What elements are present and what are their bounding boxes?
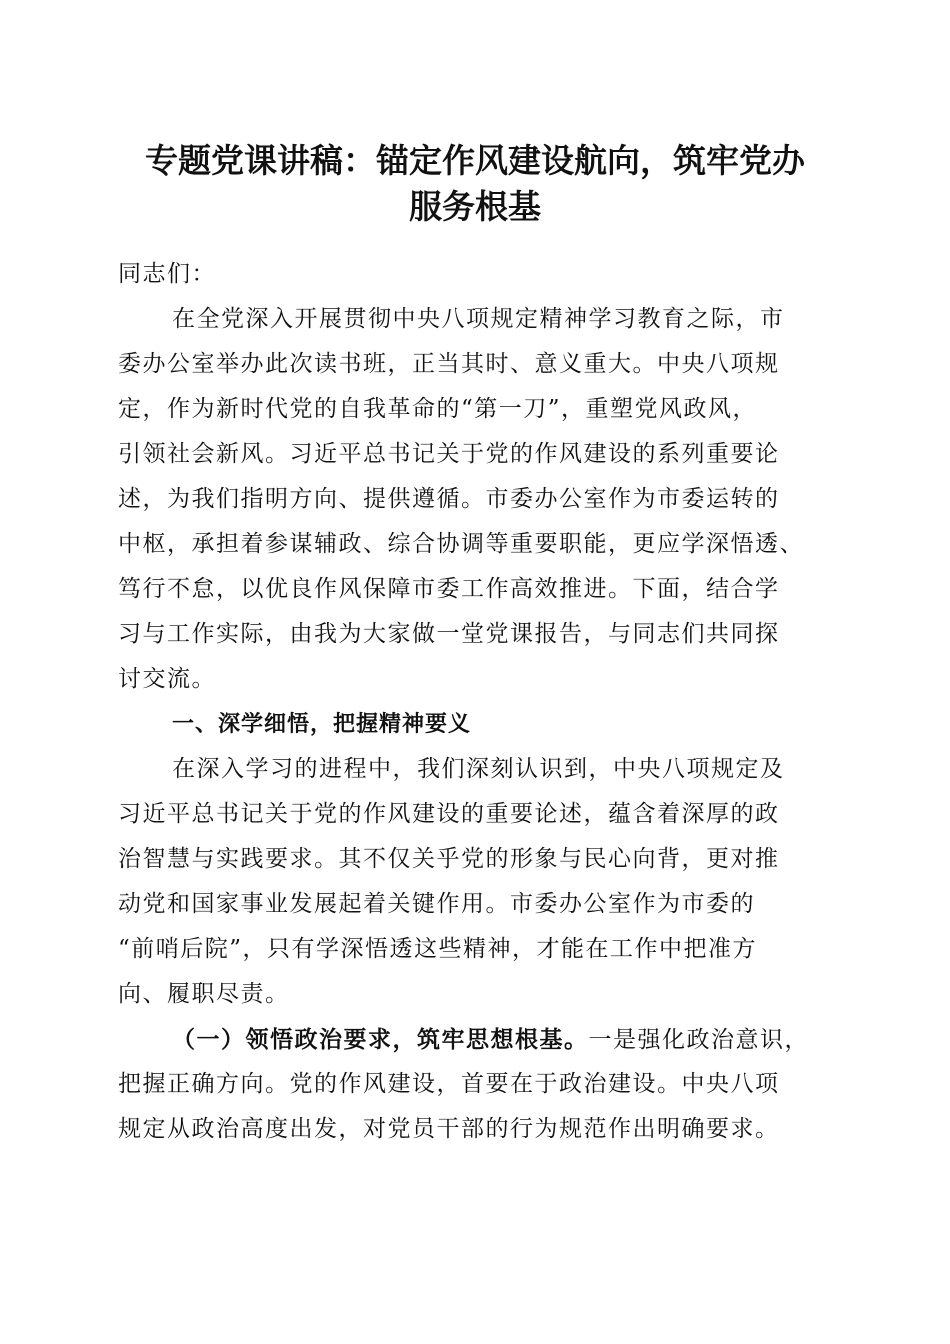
subsection-first-line	[118, 1017, 838, 1062]
section-line: 治智慧与实践要求。其不仅关乎党的形象与民心向背，更对推	[118, 846, 780, 872]
intro-line: 述，为我们指明方向、提供遵循。市委办公室作为市委运转的	[118, 486, 780, 512]
subsection-line: 把握正确方向。党的作风建设，首要在于政治建设。中央八项	[118, 1071, 780, 1097]
document-title-line-1: 专题党课讲稿：锚定作风建设航向，筑牢党办	[145, 141, 805, 180]
subsection-lead: （一）领悟政治要求，筑牢思想根基。	[172, 1026, 589, 1053]
intro-line: 习与工作实际，由我为大家做一堂党课报告，与同志们共同探	[118, 621, 780, 647]
subsection-first-rest: 一是强化政治意识，	[588, 1027, 809, 1053]
document-title-line-2: 服务根基	[409, 187, 541, 226]
intro-line: 委办公室举办此次读书班，正当其时、意义重大。中央八项规	[118, 351, 780, 377]
section-line: 习近平总书记关于党的作风建设的重要论述，蕴含着深厚的政	[118, 801, 780, 827]
intro-line: 讨交流。	[118, 666, 216, 692]
document-body	[118, 252, 838, 1152]
intro-line: 定，作为新时代党的自我革命的“第一刀”，重塑党风政风，	[118, 396, 758, 422]
intro-line: 引领社会新风。习近平总书记关于党的作风建设的系列重要论	[118, 441, 780, 467]
section-line: “前哨后院”，只有学深悟透这些精神，才能在工作中把准方	[118, 936, 758, 962]
salutation: 同志们：	[118, 261, 216, 287]
section-line: 动党和国家事业发展起着关键作用。市委办公室作为市委的	[118, 891, 755, 917]
intro-line: 在全党深入开展贯彻中央八项规定精神学习教育之际，市	[172, 306, 785, 332]
subsection-line: 规定从政治高度出发，对党员干部的行为规范作出明确要求。	[118, 1116, 780, 1142]
section-line: 在深入学习的进程中，我们深刻认识到，中央八项规定及	[172, 756, 785, 782]
section-heading: 一、深学细悟，把握精神要义	[172, 712, 472, 737]
intro-line: 笃行不怠，以优良作风保障市委工作高效推进。下面，结合学	[118, 576, 780, 602]
intro-line: 中枢，承担着参谋辅政、综合协调等重要职能，更应学深悟透、	[118, 531, 804, 557]
section-line: 向、履职尽责。	[118, 981, 290, 1007]
